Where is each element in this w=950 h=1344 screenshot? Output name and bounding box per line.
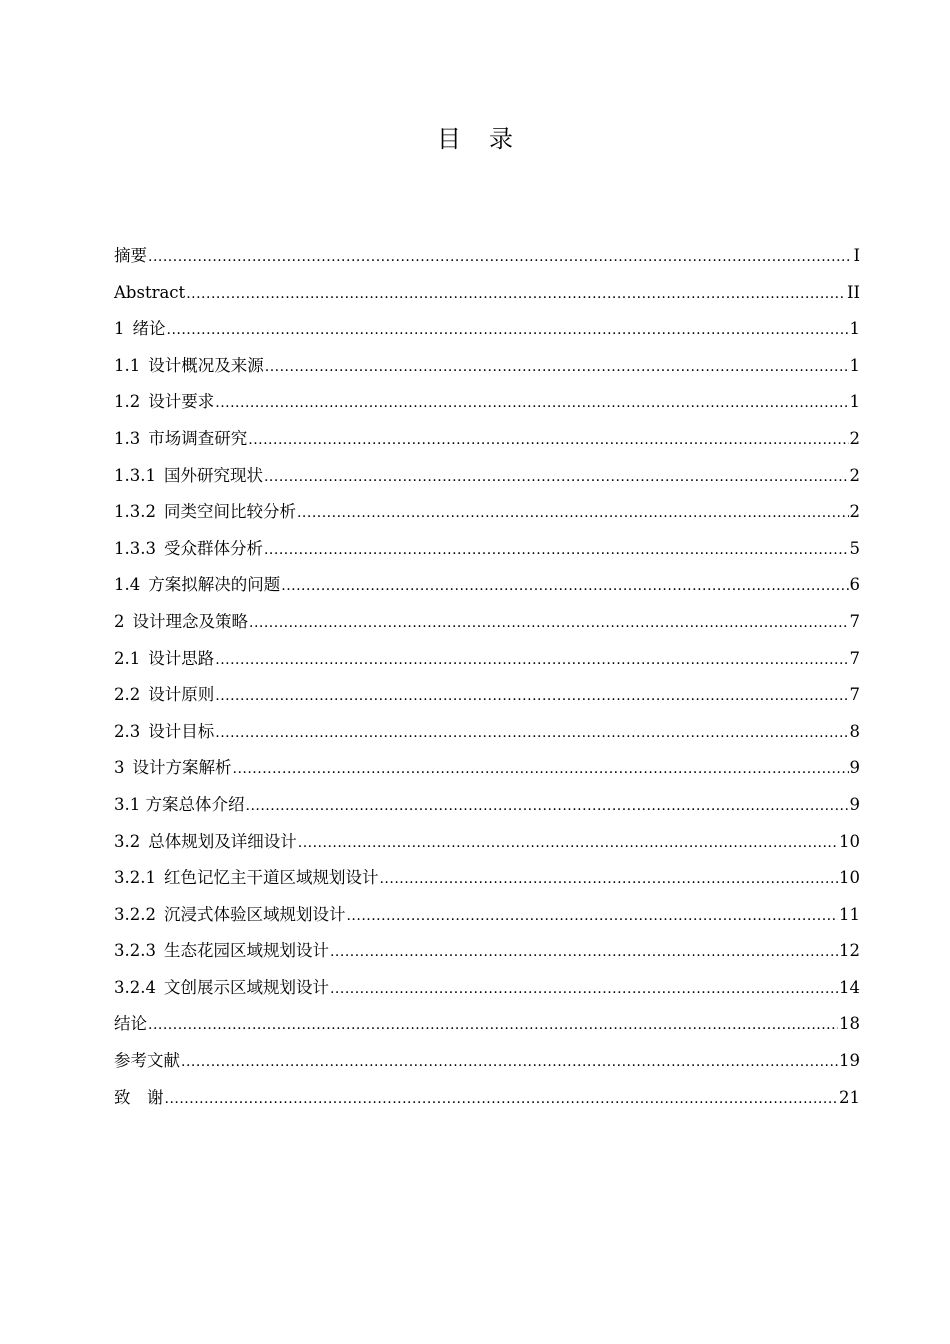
toc-entry-text: 文创展示区域规划设计 xyxy=(163,977,329,997)
toc-entry-text: 市场调查研究 xyxy=(148,428,248,448)
toc-page-number: 1 xyxy=(849,355,860,375)
toc-page-number: 2 xyxy=(849,502,860,522)
toc-entry[interactable] xyxy=(114,933,860,970)
toc-leader-dots xyxy=(298,825,838,862)
toc-entry[interactable] xyxy=(114,641,860,678)
toc-entry[interactable] xyxy=(114,458,860,495)
toc-entry-label xyxy=(114,384,214,421)
toc-entry-label xyxy=(114,824,297,861)
toc-entry-number: 3.2.4 xyxy=(114,977,156,997)
toc-entry-text: 总体规划及详细设计 xyxy=(148,831,297,851)
toc-leader-dots xyxy=(167,312,849,349)
toc-page-number: 18 xyxy=(839,1014,860,1034)
toc-entry[interactable] xyxy=(114,1080,860,1117)
toc-entry-label xyxy=(114,311,166,348)
toc-leader-dots xyxy=(330,971,838,1008)
toc-leader-dots xyxy=(181,1044,838,1081)
toc-entry-number: 3 xyxy=(114,758,125,778)
toc-entry-label xyxy=(114,714,214,751)
toc-entry-number: 3.2.1 xyxy=(114,868,156,888)
toc-leader-dots xyxy=(264,459,849,496)
toc-page-number: 11 xyxy=(839,904,860,924)
toc-leader-dots xyxy=(281,568,848,605)
toc-entry[interactable] xyxy=(114,897,860,934)
toc-entry[interactable] xyxy=(114,970,860,1007)
toc-entry-number: 1.3 xyxy=(114,428,141,448)
toc-leader-dots xyxy=(248,422,848,459)
toc-page-number: 1 xyxy=(849,392,860,412)
toc-page-number: 12 xyxy=(839,941,860,961)
toc-entry-text: 受众群体分析 xyxy=(163,538,263,558)
toc-leader-dots xyxy=(346,898,838,935)
toc-entry-number: 2.3 xyxy=(114,721,141,741)
toc-entry-number: 2.2 xyxy=(114,685,141,705)
toc-entry-text: 结论 xyxy=(114,1014,147,1034)
toc-entry-text: 摘要 xyxy=(114,246,147,265)
toc-leader-dots xyxy=(264,532,849,569)
toc-entry-label xyxy=(114,641,214,678)
toc-entry[interactable] xyxy=(114,421,860,458)
toc-page-number: 2 xyxy=(849,428,860,448)
toc-entry[interactable] xyxy=(114,275,860,312)
toc-leader-dots xyxy=(148,239,852,276)
toc-entry[interactable] xyxy=(114,311,860,348)
toc-entry[interactable] xyxy=(114,604,860,641)
toc-entry[interactable] xyxy=(114,384,860,421)
toc-entry[interactable] xyxy=(114,494,860,531)
toc-leader-dots xyxy=(215,385,848,422)
toc-entry[interactable] xyxy=(114,348,860,385)
toc-page-number: I xyxy=(853,246,860,265)
toc-entry-text: 设计方案解析 xyxy=(132,758,232,778)
toc-entry-label xyxy=(114,1080,164,1117)
toc-page-number: 10 xyxy=(839,831,860,851)
toc-entry-label xyxy=(114,421,247,458)
toc-entry[interactable] xyxy=(114,531,860,568)
toc-leader-dots xyxy=(233,751,849,788)
toc-entry-number: 1.4 xyxy=(114,575,141,595)
toc-leader-dots xyxy=(148,1007,838,1044)
toc-page-number: 8 xyxy=(849,721,860,741)
toc-entry-text: 设计目标 xyxy=(148,721,215,741)
toc-entry-text: 国外研究现状 xyxy=(163,465,263,485)
toc-page-number: 9 xyxy=(849,794,860,814)
toc-entry-label xyxy=(114,494,296,531)
toc-entry-label xyxy=(114,604,248,641)
toc-leader-dots xyxy=(215,678,848,715)
toc-entry-label xyxy=(114,1043,180,1080)
toc-leader-dots xyxy=(215,642,848,679)
toc-leader-dots xyxy=(215,715,848,752)
toc-page-number: 2 xyxy=(849,465,860,485)
toc-list xyxy=(114,238,860,1116)
toc-entry[interactable] xyxy=(114,714,860,751)
toc-entry-text: 设计原则 xyxy=(148,685,215,705)
toc-entry[interactable] xyxy=(114,1043,860,1080)
toc-title: 目录 xyxy=(437,125,541,153)
toc-entry-text: 3.1 方案总体介绍 xyxy=(114,794,245,814)
toc-entry-text: 参考文献 xyxy=(114,1051,180,1071)
toc-entry-text: Abstract xyxy=(114,282,186,302)
toc-leader-dots xyxy=(265,349,849,386)
toc-entry-text: 生态花园区域规划设计 xyxy=(163,941,329,961)
toc-entry-number: 1.3.1 xyxy=(114,465,156,485)
toc-entry-number: 1.2 xyxy=(114,392,141,412)
toc-page-number: 1 xyxy=(849,319,860,339)
toc-entry-number: 3.2.3 xyxy=(114,941,156,961)
toc-page-number: 5 xyxy=(849,538,860,558)
toc-entry-label xyxy=(114,275,185,312)
toc-entry-number: 1.3.2 xyxy=(114,502,156,522)
toc-entry-text: 方案拟解决的问题 xyxy=(148,575,281,595)
toc-page-number: 7 xyxy=(849,648,860,668)
toc-entry-label xyxy=(114,677,214,714)
toc-entry-label xyxy=(114,458,263,495)
toc-page-number: 6 xyxy=(849,575,860,595)
toc-leader-dots xyxy=(246,788,849,825)
toc-entry[interactable] xyxy=(114,787,860,824)
toc-entry-label xyxy=(114,897,345,934)
toc-page-number: 21 xyxy=(839,1087,860,1107)
toc-entry-number: 1 xyxy=(114,319,125,339)
toc-entry[interactable] xyxy=(114,1006,860,1043)
toc-entry-text: 同类空间比较分析 xyxy=(163,502,296,522)
toc-entry-text: 设计概况及来源 xyxy=(148,355,264,375)
toc-entry[interactable] xyxy=(114,824,860,861)
toc-entry-label xyxy=(114,860,378,897)
toc-entry-label xyxy=(114,970,329,1007)
toc-entry-text: 设计思路 xyxy=(148,648,215,668)
toc-entry-label xyxy=(114,1006,147,1043)
toc-leader-dots xyxy=(379,861,838,898)
toc-page-number: 19 xyxy=(839,1051,860,1071)
toc-entry-number: 1.3.3 xyxy=(114,538,156,558)
toc-entry-number: 3.2.2 xyxy=(114,904,156,924)
toc-page-number: 7 xyxy=(849,611,860,631)
toc-entry-text: 设计要求 xyxy=(148,392,215,412)
toc-entry[interactable] xyxy=(114,750,860,787)
toc-page-number: II xyxy=(846,282,860,302)
toc-entry-number: 1.1 xyxy=(114,355,141,375)
toc-entry[interactable] xyxy=(114,677,860,714)
toc-entry[interactable] xyxy=(114,238,860,275)
toc-entry[interactable] xyxy=(114,567,860,604)
toc-page-number: 9 xyxy=(849,758,860,778)
toc-entry-text: 绪论 xyxy=(132,319,166,339)
toc-page-number: 7 xyxy=(849,685,860,705)
toc-entry-text: 沉浸式体验区域规划设计 xyxy=(163,904,346,924)
toc-leader-dots xyxy=(297,495,849,532)
toc-entry-number: 2 xyxy=(114,611,125,631)
toc-entry-text: 设计理念及策略 xyxy=(132,611,248,631)
toc-leader-dots xyxy=(186,276,846,313)
toc-entry-label xyxy=(114,567,280,604)
toc-leader-dots xyxy=(165,1081,839,1118)
toc-page-number: 10 xyxy=(839,868,860,888)
toc-entry[interactable] xyxy=(114,860,860,897)
toc-leader-dots xyxy=(330,934,838,971)
toc-leader-dots xyxy=(249,605,849,642)
toc-entry-label xyxy=(114,238,147,275)
toc-entry-number: 3.2 xyxy=(114,831,141,851)
toc-entry-label xyxy=(114,750,232,787)
toc-entry-label xyxy=(114,531,263,568)
toc-entry-label xyxy=(114,933,329,970)
toc-entry-text: 红色记忆主干道区域规划设计 xyxy=(163,868,379,888)
toc-entry-label xyxy=(114,787,245,824)
toc-entry-text: 致 谢 xyxy=(114,1087,164,1107)
toc-entry-label xyxy=(114,348,264,385)
toc-page-number: 14 xyxy=(839,977,860,997)
toc-entry-number: 2.1 xyxy=(114,648,141,668)
